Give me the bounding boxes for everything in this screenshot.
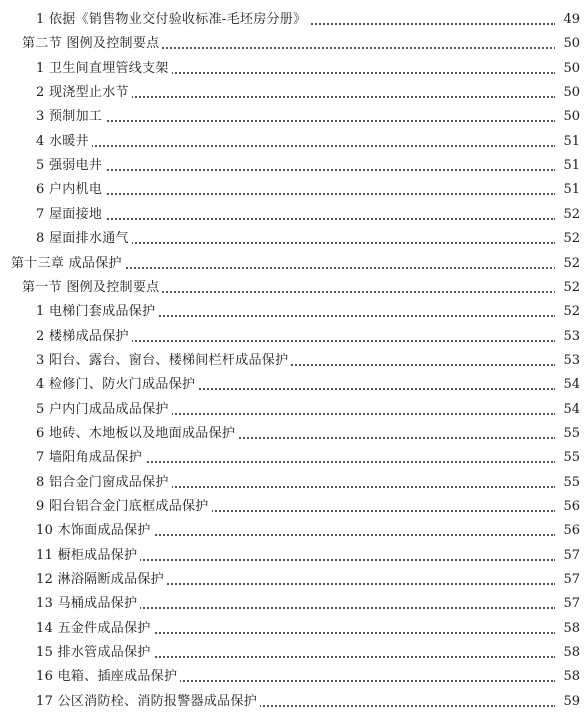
toc-entry[interactable]: [0, 349, 586, 373]
toc-entry[interactable]: [0, 57, 586, 81]
toc-entry-title: 17 公区消防栓、消防报警器成品保护: [36, 690, 260, 714]
dot-leader: [36, 169, 556, 171]
toc-entry[interactable]: [0, 203, 586, 227]
dot-leader: [36, 145, 556, 147]
toc-page-number: 53: [555, 349, 580, 373]
toc-entry-title: 2 楼梯成品保护: [36, 325, 132, 349]
toc-entry[interactable]: [0, 544, 586, 568]
toc-entry-title: 1 卫生间直埋管线支架: [36, 57, 172, 81]
toc-entry-title: 9 阳台铝合金门底框成品保护: [36, 495, 212, 519]
toc-entry[interactable]: [0, 81, 586, 105]
toc-page-number: 53: [555, 325, 580, 349]
toc-page-number: 58: [555, 641, 580, 665]
toc-page-number: 50: [555, 32, 580, 56]
toc-entry-title: 11 橱柜成品保护: [36, 544, 140, 568]
toc-entry-title: 8 铝合金门窗成品保护: [36, 471, 172, 495]
toc-entry[interactable]: [0, 446, 586, 470]
toc-page-number: 51: [555, 178, 580, 202]
toc-page-number: 50: [555, 105, 580, 129]
toc-entry-title: 第十三章 成品保护: [11, 252, 125, 276]
toc-entry-title: 5 强弱电井: [36, 154, 105, 178]
toc-page-number: 51: [555, 130, 580, 154]
dot-leader: [36, 120, 556, 122]
toc-entry-title: 16 电箱、插座成品保护: [36, 665, 180, 689]
toc-entry-title: 5 户内门成品成品保护: [36, 398, 172, 422]
toc-entry-title: 2 现浇型止水节: [36, 81, 132, 105]
toc-entry[interactable]: [0, 8, 586, 32]
toc-entry[interactable]: [0, 398, 586, 422]
toc-entry[interactable]: [0, 32, 586, 56]
toc-entry-title: 第二节 图例及控制要点: [22, 32, 162, 56]
toc-entry[interactable]: [0, 105, 586, 129]
toc-entry[interactable]: [0, 617, 586, 641]
toc-page-number: 52: [555, 300, 580, 324]
toc-entry[interactable]: [0, 300, 586, 324]
dot-leader: [36, 218, 556, 220]
toc-entry[interactable]: [0, 568, 586, 592]
toc-page-number: 50: [555, 81, 580, 105]
toc-entry[interactable]: [0, 178, 586, 202]
toc-entry-title: 1 电梯门套成品保护: [36, 300, 158, 324]
toc-page-number: 58: [555, 617, 580, 641]
toc-entry-title: 3 预制加工: [36, 105, 105, 129]
toc-page-number: 55: [555, 446, 580, 470]
toc-entry[interactable]: [0, 325, 586, 349]
toc-entry-title: 8 屋面排水通气: [36, 227, 132, 251]
toc-page-number: 50: [555, 57, 580, 81]
toc-entry-title: 1 依据《销售物业交付验收标准-毛坯房分册》: [36, 8, 309, 32]
toc-page-number: 59: [555, 690, 580, 714]
toc-page-number: 55: [555, 422, 580, 446]
toc-entry[interactable]: [0, 495, 586, 519]
toc-entry[interactable]: [0, 227, 586, 251]
toc-page-number: 54: [555, 398, 580, 422]
toc-entry[interactable]: [0, 665, 586, 689]
toc-entry-title: 4 水暖井: [36, 130, 92, 154]
toc-entry[interactable]: [0, 690, 586, 714]
toc-entry-title: 10 木饰面成品保护: [36, 519, 154, 543]
toc-entry[interactable]: [0, 471, 586, 495]
toc-page-number: 52: [555, 203, 580, 227]
toc-entry-title: 3 阳台、露台、窗台、楼梯间栏杆成品保护: [36, 349, 291, 373]
toc-page-number: 56: [555, 519, 580, 543]
toc-page-number: 54: [555, 373, 580, 397]
toc-entry[interactable]: [0, 252, 586, 276]
toc-page-number: 58: [555, 665, 580, 689]
toc-entry[interactable]: [0, 592, 586, 616]
toc-page-number: 52: [555, 276, 580, 300]
toc-entry[interactable]: [0, 519, 586, 543]
toc-entry[interactable]: [0, 154, 586, 178]
toc-page-number: 56: [555, 495, 580, 519]
toc-page-number: 57: [555, 568, 580, 592]
toc-entry[interactable]: [0, 276, 586, 300]
toc-page-number: 51: [555, 154, 580, 178]
toc-page-number: 49: [555, 8, 580, 32]
dot-leader: [36, 193, 556, 195]
toc-entry[interactable]: [0, 373, 586, 397]
toc-entry[interactable]: [0, 641, 586, 665]
toc-page-number: 52: [555, 252, 580, 276]
toc-entry-title: 7 墙阳角成品保护: [36, 446, 145, 470]
toc-entry-title: 4 检修门、防火门成品保护: [36, 373, 198, 397]
toc-page-number: 55: [555, 471, 580, 495]
toc-entry[interactable]: [0, 422, 586, 446]
toc-entry-title: 7 屋面接地: [36, 203, 105, 227]
toc-entry-title: 14 五金件成品保护: [36, 617, 154, 641]
toc-page-number: 52: [555, 227, 580, 251]
toc-page-number: 57: [555, 544, 580, 568]
toc-entry-title: 12 淋浴隔断成品保护: [36, 568, 167, 592]
toc-entry-title: 第一节 图例及控制要点: [22, 276, 162, 300]
toc-entry[interactable]: [0, 130, 586, 154]
toc-entry-title: 15 排水管成品保护: [36, 641, 154, 665]
toc-page-number: 57: [555, 592, 580, 616]
toc-entry-title: 6 地砖、木地板以及地面成品保护: [36, 422, 238, 446]
toc-entry-title: 13 马桶成品保护: [36, 592, 140, 616]
toc-entry-title: 6 户内机电: [36, 178, 105, 202]
